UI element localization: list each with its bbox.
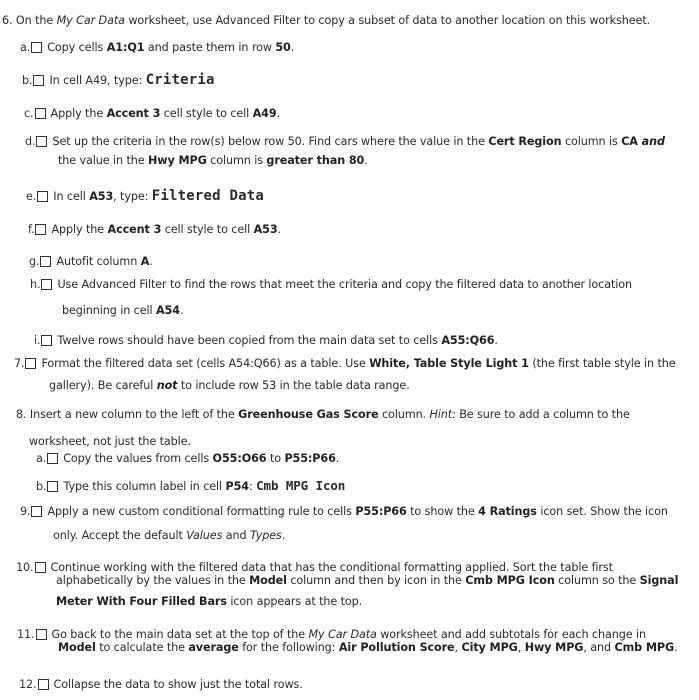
step-8a: a. Copy the values from cells O55:O66 to P55:P66. — [36, 452, 340, 465]
step-6d-line2: the value in the Hwy MPG column is greater than 80. — [58, 154, 368, 167]
step-6g: g. Autofit column A. — [29, 255, 153, 268]
step-11-line2: Model to calculate the average for the following: Air Pollution Score, City MPG, Hwy MPG, and Cmb MPG. — [58, 641, 678, 654]
step-6d: d. Set up the criteria in the row(s) below row 50. Find cars where the value in the Cert Region column is CA and — [25, 135, 665, 148]
checkbox[interactable] — [41, 279, 52, 290]
step-7: 7. Format the filtered data set (cells A54:Q66) as a table. Use White, Table Style Light 1 (the first table style in the — [14, 357, 676, 370]
checkbox[interactable] — [31, 42, 42, 53]
step-9: 9. Apply a new custom conditional formatting rule to cells P55:P66 to show the 4 Ratings icon set. Show the icon — [20, 505, 668, 518]
step-6f: f. Apply the Accent 3 cell style to cell A53. — [28, 223, 281, 236]
checkbox[interactable] — [38, 679, 49, 690]
step-7-line2: gallery). Be careful not to include row 53 in the table data range. — [49, 379, 410, 392]
checkbox[interactable] — [36, 136, 47, 147]
step-10-line3: Meter With Four Filled Bars icon appears at the top. — [56, 595, 363, 608]
step-10: 10. Continue working with the filtered data that has the conditional formatting applied. Sort the table first — [16, 561, 613, 574]
step-6c: c. Apply the Accent 3 cell style to cell A49. — [24, 107, 281, 120]
step-8b: b. Type this column label in cell P54: Cmb MPG Icon — [36, 478, 346, 493]
step-9-line2: only. Accept the default Values and Types. — [53, 529, 286, 542]
checkbox[interactable] — [36, 629, 47, 640]
step-6h-line2: beginning in cell A54. — [62, 304, 184, 317]
step-10-line2: alphabetically by the values in the Model column and then by icon in the Cmb MPG Icon column so the Signal — [56, 574, 679, 587]
step-12: 12. Collapse the data to show just the total rows. — [19, 678, 303, 691]
checkbox[interactable] — [35, 108, 46, 119]
checkbox[interactable] — [35, 224, 46, 235]
checkbox[interactable] — [25, 358, 36, 369]
checkbox[interactable] — [37, 191, 48, 202]
checkbox[interactable] — [47, 453, 58, 464]
step-6h: h. Use Advanced Filter to find the rows that meet the criteria and copy the filtered data to another location — [30, 278, 633, 291]
checkbox[interactable] — [41, 335, 52, 346]
step-6-heading: 6. On the My Car Data worksheet, use Advanced Filter to copy a subset of data to another location on this worksheet. — [2, 14, 651, 27]
checkbox[interactable] — [33, 75, 44, 86]
checkbox[interactable] — [35, 562, 46, 573]
step-6i: i. Twelve rows should have been copied from the main data set to cells A55:Q66. — [34, 334, 498, 347]
checkbox[interactable] — [47, 481, 58, 492]
step-6e: e. In cell A53, type: Filtered Data — [26, 188, 264, 204]
step-6a: a. Copy cells A1:Q1 and paste them in row 50. — [20, 41, 295, 54]
step-6b: b. In cell A49, type: Criteria — [22, 72, 215, 88]
step-8-line2: worksheet, not just the table. — [29, 435, 191, 448]
checkbox[interactable] — [31, 506, 42, 517]
checkbox[interactable] — [40, 256, 51, 267]
step-8-heading: 8. Insert a new column to the left of the Greenhouse Gas Score column. Hint: Be sure to add a column to the — [16, 408, 630, 421]
step-11: 11. Go back to the main data set at the top of the My Car Data worksheet and add subtotals for each change in — [17, 628, 646, 641]
